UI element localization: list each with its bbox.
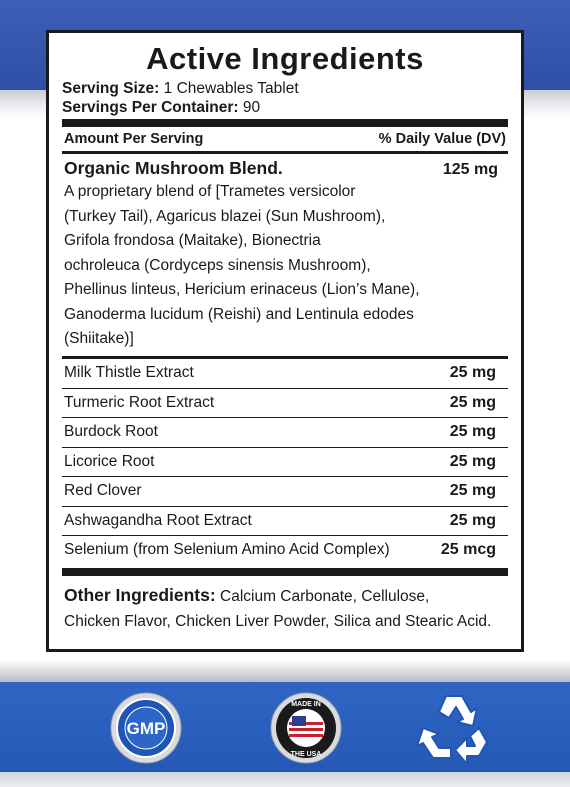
ingredient-row <box>62 507 508 536</box>
ingredient-name: Selenium (from Selenium Amino Acid Complex) <box>64 541 390 559</box>
blend-amount: 125 mg <box>442 161 498 178</box>
ingredient-amount: 25 mcg <box>440 541 496 559</box>
blend-description <box>64 180 506 352</box>
usa-bottom-label: THE USA <box>290 751 322 758</box>
ingredient-name: Burdock Root <box>64 423 158 441</box>
divider-thick-bottom <box>62 568 508 576</box>
panel-title: Active Ingredients <box>146 41 424 76</box>
servings-value: 90 <box>242 99 261 116</box>
serving-size-label: Serving Size: <box>62 80 160 97</box>
bottom-silver-edge <box>0 772 570 787</box>
ingredient-amount: 25 mg <box>449 393 496 411</box>
bottom-silver-band <box>0 660 570 682</box>
ingredient-row <box>62 389 508 418</box>
divider-thick <box>62 119 508 127</box>
ingredient-name: Licorice Root <box>64 452 155 470</box>
blend-section <box>62 154 508 356</box>
ingredient-row <box>62 359 508 388</box>
blend-line: Ganoderma lucidum (Reishi) and Lentinula edodes <box>64 305 414 323</box>
ingredient-row <box>62 477 508 506</box>
gmp-seal-icon <box>110 692 182 764</box>
recycle-icon <box>413 688 495 768</box>
other-ingredients-line1: Calcium Carbonate, Cellulose, <box>220 587 430 605</box>
blend-line: Phellinus linteus, Hericium erinaceus (Lion’s Mane), <box>64 281 420 298</box>
servings-per-container <box>62 99 508 116</box>
supplement-facts-panel <box>46 30 524 652</box>
ingredient-name: Ashwagandha Root Extract <box>64 511 252 529</box>
ingredient-name: Red Clover <box>64 482 142 500</box>
ingredient-amount: 25 mg <box>449 511 496 529</box>
blend-line: (Turkey Tail), Agaricus blazei (Sun Mushroom), <box>64 207 386 225</box>
other-ingredients-label: Other Ingredients: <box>64 584 216 605</box>
ingredient-amount: 25 mg <box>449 423 496 441</box>
made-in-usa-icon <box>270 692 342 764</box>
other-ingredients-line2: Chicken Flavor, Chicken Liver Powder, Silica and Stearic Acid. <box>64 612 492 630</box>
blend-line: (Shiitake)] <box>64 330 134 347</box>
ingredient-amount: 25 mg <box>449 482 496 500</box>
usa-top-label: MADE IN <box>291 701 321 708</box>
daily-value-header: % Daily Value (DV) <box>378 131 506 147</box>
serving-size-value: 1 Chewables Tablet <box>163 80 299 97</box>
ingredient-amount: 25 mg <box>449 364 496 382</box>
blend-line: Grifola frondosa (Maitake), Bionectria <box>64 232 321 249</box>
blend-line: ochroleuca (Cordyceps sinensis Mushroom), <box>64 256 371 274</box>
ingredient-name: Milk Thistle Extract <box>64 364 194 382</box>
ingredient-row <box>62 536 508 565</box>
blend-name: Organic Mushroom Blend. <box>64 158 283 178</box>
ingredient-row <box>62 418 508 447</box>
servings-label: Servings Per Container: <box>62 99 239 116</box>
ingredient-row <box>62 448 508 477</box>
column-header <box>62 127 508 151</box>
blend-line: A proprietary blend of [Trametes versicolor <box>64 183 356 200</box>
amount-per-serving-header: Amount Per Serving <box>64 131 204 147</box>
ingredient-name: Turmeric Root Extract <box>64 393 215 411</box>
other-ingredients <box>62 576 508 634</box>
ingredient-amount: 25 mg <box>449 452 496 470</box>
gmp-label: GMP <box>126 719 166 738</box>
serving-size <box>62 80 508 97</box>
